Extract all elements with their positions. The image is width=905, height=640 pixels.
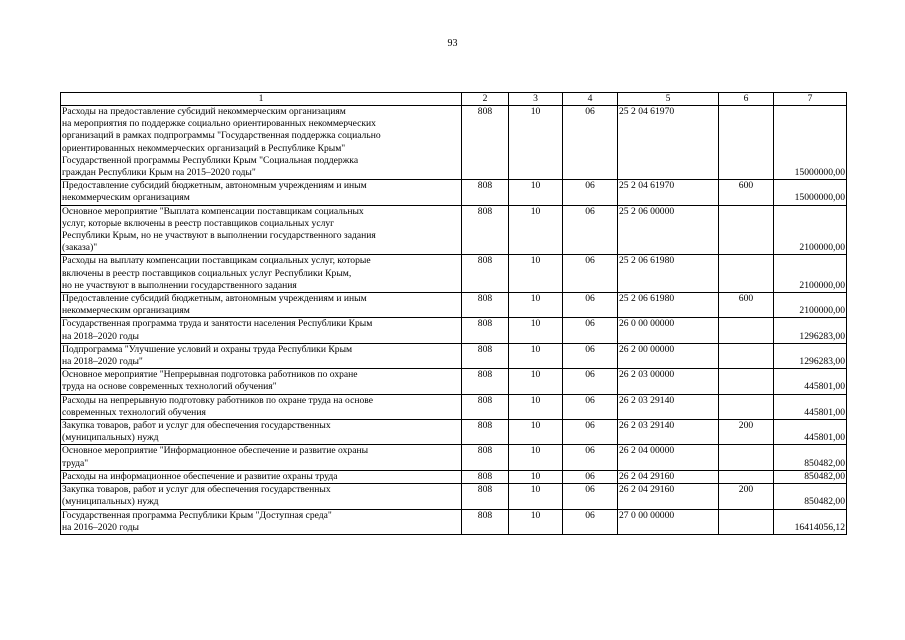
item-name-line: Расходы на информационное обеспечение и развитие охраны труда xyxy=(62,470,338,482)
item-name-line: но не участвуют в выполнении государственного задания xyxy=(62,279,297,291)
expense-type-cell xyxy=(719,369,774,394)
item-name-line: ориентированных некоммерческих организаций в Республике Крым" xyxy=(62,142,346,154)
column-header: 3 xyxy=(509,93,563,106)
section-cell: 10 xyxy=(509,509,563,534)
subsection-cell: 06 xyxy=(563,318,618,343)
item-name-cell xyxy=(61,293,462,318)
amount-cell: 15000000,00 xyxy=(774,180,847,205)
expense-type-cell xyxy=(719,445,774,470)
item-name-cell xyxy=(61,420,462,445)
column-header: 4 xyxy=(563,93,618,106)
page-number: 93 xyxy=(447,38,458,49)
item-name-line: современных технологий обучения xyxy=(62,406,206,418)
amount-cell: 850482,00 xyxy=(774,470,847,483)
table-row xyxy=(61,394,847,419)
item-name-line: некоммерческим организациям xyxy=(62,192,190,204)
table-row xyxy=(61,293,847,318)
item-name-cell xyxy=(61,470,462,483)
section-cell: 10 xyxy=(509,420,563,445)
item-name-line: включены в реестр поставщиков социальных услуг Республики Крым, xyxy=(62,267,352,279)
amount-cell: 2100000,00 xyxy=(774,255,847,293)
item-name-cell xyxy=(61,106,462,180)
item-name-cell xyxy=(61,369,462,394)
expense-type-cell xyxy=(719,470,774,483)
ministry-code-cell: 808 xyxy=(462,509,509,534)
table-row xyxy=(61,205,847,255)
item-name-cell xyxy=(61,318,462,343)
item-name-line: услуг, которые включены в реестр поставщиков социальных услуг xyxy=(62,217,335,229)
target-article-cell: 25 2 04 61970 xyxy=(618,106,719,180)
expense-type-cell xyxy=(719,255,774,293)
section-cell: 10 xyxy=(509,369,563,394)
item-name-line: на 2018–2020 годы" xyxy=(62,356,143,368)
item-name-cell xyxy=(61,255,462,293)
expense-type-cell xyxy=(719,106,774,180)
table-row xyxy=(61,255,847,293)
table-row xyxy=(61,318,847,343)
item-name-line: некоммерческим организациям xyxy=(62,305,190,317)
ministry-code-cell: 808 xyxy=(462,369,509,394)
section-cell: 10 xyxy=(509,106,563,180)
ministry-code-cell: 808 xyxy=(462,293,509,318)
subsection-cell: 06 xyxy=(563,445,618,470)
column-header: 2 xyxy=(462,93,509,106)
subsection-cell: 06 xyxy=(563,470,618,483)
section-cell: 10 xyxy=(509,484,563,509)
section-cell: 10 xyxy=(509,318,563,343)
subsection-cell: 06 xyxy=(563,394,618,419)
ministry-code-cell: 808 xyxy=(462,255,509,293)
item-name-line: Расходы на предоставление субсидий некоммерческим организациям xyxy=(62,106,346,117)
item-name-line: Закупка товаров, работ и услуг для обеспечения государственных xyxy=(62,420,331,432)
section-cell: 10 xyxy=(509,343,563,368)
amount-cell: 15000000,00 xyxy=(774,106,847,180)
item-name-line: на 2016–2020 годы xyxy=(62,521,139,533)
table-row xyxy=(61,509,847,534)
ministry-code-cell: 808 xyxy=(462,318,509,343)
item-name-line: граждан Республики Крым на 2015–2020 годы" xyxy=(62,167,256,179)
target-article-cell: 25 2 06 61980 xyxy=(618,255,719,293)
amount-cell: 445801,00 xyxy=(774,394,847,419)
column-header: 6 xyxy=(719,93,774,106)
subsection-cell: 06 xyxy=(563,106,618,180)
subsection-cell: 06 xyxy=(563,180,618,205)
amount-cell: 445801,00 xyxy=(774,369,847,394)
target-article-cell: 27 0 00 00000 xyxy=(618,509,719,534)
expense-type-cell: 600 xyxy=(719,293,774,318)
amount-cell: 2100000,00 xyxy=(774,205,847,255)
section-cell: 10 xyxy=(509,445,563,470)
item-name-line: труда" xyxy=(62,457,89,469)
ministry-code-cell: 808 xyxy=(462,106,509,180)
ministry-code-cell: 808 xyxy=(462,205,509,255)
expense-type-cell: 200 xyxy=(719,484,774,509)
item-name-line: Предоставление субсидий бюджетным, автономным учреждениям и иным xyxy=(62,293,367,305)
section-cell: 10 xyxy=(509,394,563,419)
item-name-line: организаций в рамках подпрограммы "Государственная поддержка социально xyxy=(62,130,381,142)
item-name-cell xyxy=(61,394,462,419)
expense-type-cell xyxy=(719,394,774,419)
column-numbers-row xyxy=(61,93,847,106)
amount-cell: 16414056,12 xyxy=(774,509,847,534)
column-header: 1 xyxy=(61,93,462,106)
expense-type-cell: 200 xyxy=(719,420,774,445)
table-row xyxy=(61,470,847,483)
column-header: 5 xyxy=(618,93,719,106)
expense-type-cell: 600 xyxy=(719,180,774,205)
target-article-cell: 26 2 04 00000 xyxy=(618,445,719,470)
section-cell: 10 xyxy=(509,255,563,293)
target-article-cell: 26 2 04 29160 xyxy=(618,484,719,509)
section-cell: 10 xyxy=(509,205,563,255)
budget-table xyxy=(60,92,847,535)
item-name-line: Государственной программы Республики Крым "Социальная поддержка xyxy=(62,154,359,166)
amount-cell: 1296283,00 xyxy=(774,343,847,368)
target-article-cell: 26 2 03 29140 xyxy=(618,394,719,419)
table-row xyxy=(61,484,847,509)
item-name-line: на мероприятия по поддержке социально ориентированных некоммерческих xyxy=(62,118,376,130)
section-cell: 10 xyxy=(509,470,563,483)
amount-cell: 445801,00 xyxy=(774,420,847,445)
item-name-cell xyxy=(61,205,462,255)
item-name-line: (муниципальных) нужд xyxy=(62,496,159,508)
subsection-cell: 06 xyxy=(563,484,618,509)
subsection-cell: 06 xyxy=(563,293,618,318)
item-name-cell xyxy=(61,445,462,470)
expense-type-cell xyxy=(719,205,774,255)
table-row xyxy=(61,420,847,445)
item-name-line: Республики Крым, но не участвуют в выполнении государственного задания xyxy=(62,230,376,242)
ministry-code-cell: 808 xyxy=(462,484,509,509)
target-article-cell: 26 0 00 00000 xyxy=(618,318,719,343)
item-name-line: Предоставление субсидий бюджетным, автономным учреждениям и иным xyxy=(62,180,367,192)
table-row xyxy=(61,369,847,394)
amount-cell: 850482,00 xyxy=(774,484,847,509)
target-article-cell: 25 2 04 61970 xyxy=(618,180,719,205)
ministry-code-cell: 808 xyxy=(462,470,509,483)
expense-type-cell xyxy=(719,343,774,368)
expense-type-cell xyxy=(719,509,774,534)
subsection-cell: 06 xyxy=(563,369,618,394)
item-name-cell xyxy=(61,484,462,509)
subsection-cell: 06 xyxy=(563,255,618,293)
target-article-cell: 25 2 06 61980 xyxy=(618,293,719,318)
target-article-cell: 26 2 04 29160 xyxy=(618,470,719,483)
item-name-line: (заказа)" xyxy=(62,242,98,254)
item-name-cell xyxy=(61,509,462,534)
section-cell: 10 xyxy=(509,293,563,318)
item-name-line: Подпрограмма "Улучшение условий и охраны труда Республики Крым xyxy=(62,343,353,355)
amount-cell: 2100000,00 xyxy=(774,293,847,318)
subsection-cell: 06 xyxy=(563,343,618,368)
expense-type-cell xyxy=(719,318,774,343)
ministry-code-cell: 808 xyxy=(462,180,509,205)
item-name-cell xyxy=(61,343,462,368)
table-row xyxy=(61,180,847,205)
item-name-line: Расходы на непрерывную подготовку работников по охране труда на основе xyxy=(62,394,374,406)
item-name-line: Расходы на выплату компенсации поставщикам социальных услуг, которые xyxy=(62,255,371,267)
target-article-cell: 26 2 00 00000 xyxy=(618,343,719,368)
amount-cell: 850482,00 xyxy=(774,445,847,470)
item-name-line: Основное мероприятие "Выплата компенсации поставщикам социальных xyxy=(62,205,364,217)
table-row xyxy=(61,106,847,180)
amount-cell: 1296283,00 xyxy=(774,318,847,343)
target-article-cell: 26 2 03 29140 xyxy=(618,420,719,445)
item-name-line: Основное мероприятие "Информационное обеспечение и развитие охраны xyxy=(62,445,369,457)
target-article-cell: 25 2 06 00000 xyxy=(618,205,719,255)
item-name-line: Государственная программа труда и занятости населения Республики Крым xyxy=(62,318,373,330)
ministry-code-cell: 808 xyxy=(462,394,509,419)
subsection-cell: 06 xyxy=(563,205,618,255)
ministry-code-cell: 808 xyxy=(462,420,509,445)
subsection-cell: 06 xyxy=(563,509,618,534)
table-row xyxy=(61,343,847,368)
item-name-line: Государственная программа Республики Крым "Доступная среда" xyxy=(62,509,332,521)
item-name-line: Закупка товаров, работ и услуг для обеспечения государственных xyxy=(62,484,331,496)
ministry-code-cell: 808 xyxy=(462,445,509,470)
item-name-line: Основное мероприятие "Непрерывная подготовка работников по охране xyxy=(62,369,358,381)
table-row xyxy=(61,445,847,470)
target-article-cell: 26 2 03 00000 xyxy=(618,369,719,394)
item-name-cell xyxy=(61,180,462,205)
item-name-line: труда на основе современных технологий обучения" xyxy=(62,381,277,393)
item-name-line: (муниципальных) нужд xyxy=(62,432,159,444)
column-header: 7 xyxy=(774,93,847,106)
subsection-cell: 06 xyxy=(563,420,618,445)
section-cell: 10 xyxy=(509,180,563,205)
ministry-code-cell: 808 xyxy=(462,343,509,368)
item-name-line: на 2018–2020 годы xyxy=(62,330,139,342)
